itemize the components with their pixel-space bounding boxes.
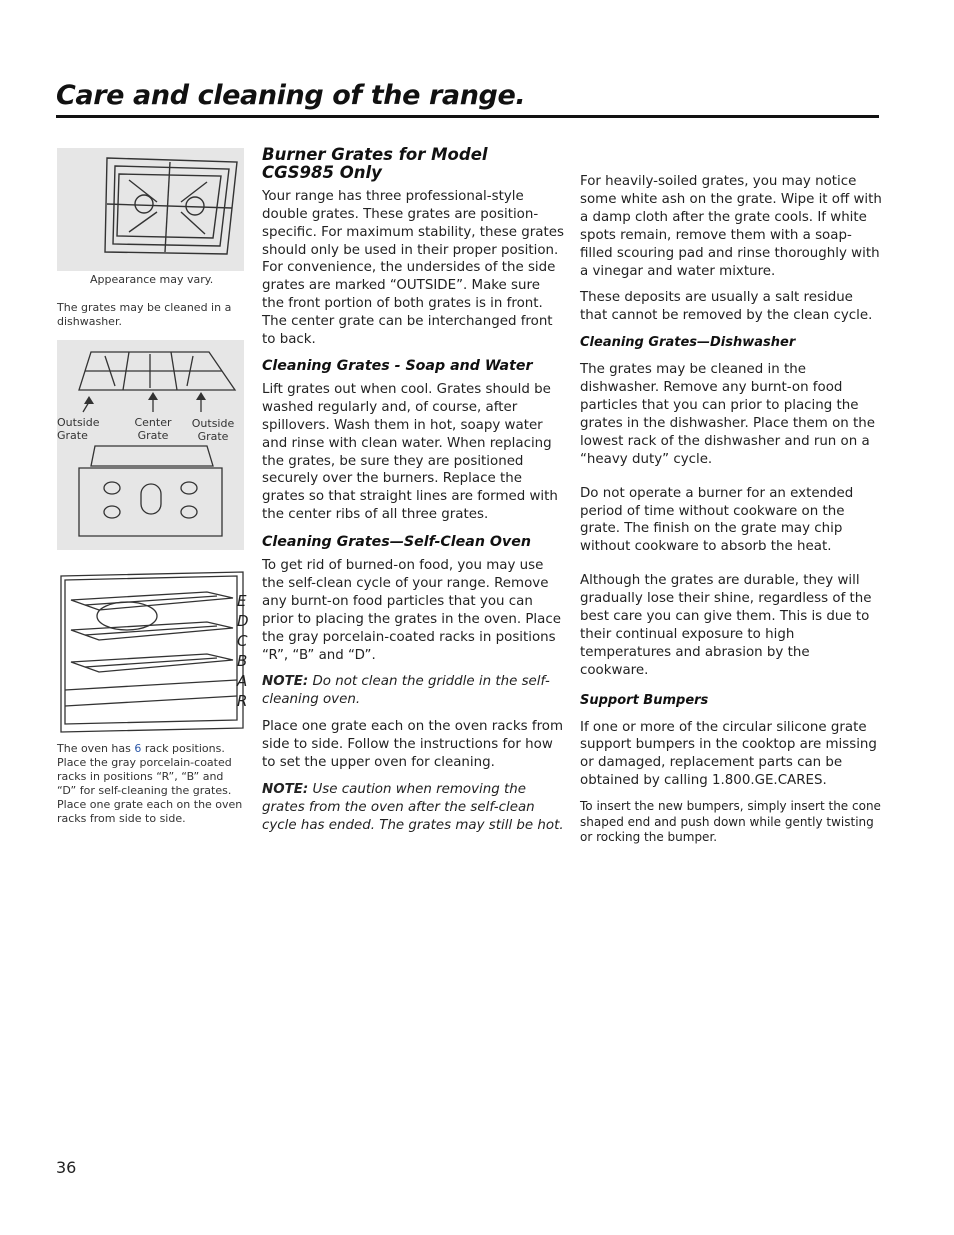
range-grates-illustration [57,340,244,550]
middle-column [262,146,564,844]
durability-paragraph: Although the grates are durable, they will gradually lose their shine, regardless of the best care you can give them. This is due to their continual exposure to high temperatures and abrasion by the cookware. [580,573,872,678]
rack-letter-b: B [237,652,248,670]
note-label: NOTE: [262,674,309,690]
rack-letter-d: D [237,612,249,630]
rack-letter-e: E [237,592,247,610]
support-bumpers-heading: Support Bumpers [580,692,709,708]
range-drawing [57,340,244,550]
oven-drawing [57,570,247,735]
label-outside-grate-right: Outside Grate [191,417,235,443]
grate-drawing [57,148,244,271]
self-clean-heading: Cleaning Grates—Self-Clean Oven [262,534,531,551]
rack-letter-a: A [237,672,248,690]
oven-caption-end: rack positions. Place the gray porcelain-coated racks in positions “R”, “B” and “D” for self-cleaning the grates. Place one grate each on the oven racks from side to side. [57,742,243,825]
rack-positions-link[interactable]: 6 [134,742,142,755]
caution-note [262,781,564,835]
dishwasher-paragraph: The grates may be cleaned in the dishwasher. Remove any burnt-on food particles that you can prior to placing the grates in the dishwasher. Place them on the lowest rack of the dishwasher and run on a “heavy duty” cycle. [580,362,876,467]
label-center-grate: Center Grate [134,416,172,442]
figure-caption: Appearance may vary. [90,273,214,286]
page-number: 36 [56,1158,77,1177]
soap-water-heading: Cleaning Grates - Soap and Water [262,357,533,374]
burner-warning-paragraph: Do not operate a burner for an extended period of time without cookware on the grate. The finish on the grate may chip without cookware to absorb the heat. [580,485,854,555]
burner-grates-heading: Burner Grates for Model CGS985 Only [262,145,488,182]
insert-bumpers-paragraph: To insert the new bumpers, simply insert the cone shaped end and push down while gently twisting or rocking the bumper. [580,799,881,845]
oven-racks-illustration [57,570,247,735]
right-column [580,173,882,855]
griddle-note [262,673,564,709]
title-rule [56,115,879,118]
dishwasher-note: The grates may be cleaned in a dishwasher. [57,301,232,328]
page-title: Care and cleaning of the range. [56,80,526,111]
rack-letter-c: C [237,632,248,650]
oven-caption-start: The oven has [57,742,135,755]
self-clean-paragraph: To get rid of burned-on food, you may use the self-clean cycle of your range. Remove any burnt-on food particles that you can prior to placing the grates in the oven. Place the gray porcelain-coated racks in positions “R”, “B” and “D”. [262,558,561,663]
rack-letter-r: R [237,692,248,710]
intro-paragraph: Your range has three professional-style double grates. These grates are position-specific. For maximum stability, these grates should only be used in their proper position. For convenience, the undersides of the side grates are marked “OUTSIDE”. Make sure the front portion of both grates is in front. The center grate can be interchanged front to back. [262,188,564,348]
place-grate-paragraph: Place one grate each on the oven racks from side to side. Follow the instructions for how to set the upper oven for cleaning. [262,719,564,771]
note-label: NOTE: [262,782,309,797]
dishwasher-heading: Cleaning Grates—Dishwasher [580,335,796,351]
deposits-paragraph: These deposits are usually a salt residue that cannot be removed by the clean cycle. [580,290,873,324]
note-text: Use caution when removing the grates from the oven after the self-clean cycle has ended. The grates may still be hot. [262,782,564,833]
oven-caption [57,742,243,826]
label-outside-grate-left: Outside Grate [57,416,100,442]
grate-illustration [57,148,244,271]
note-text: Do not clean the griddle in the self-cleaning oven. [262,674,550,708]
soap-water-paragraph: Lift grates out when cool. Grates should be washed regularly and, of course, after spillovers. Wash them in hot, soapy water and rinse with clean water. When replacing the grates, be sure they are positioned securely over the burners. Replace the grates so that straight lines are formed with the center ribs of all three grates. [262,381,558,523]
ash-paragraph: For heavily-soiled grates, you may notice some white ash on the grate. Wipe it off with a damp cloth after the grate cools. If white spots remain, remove them with a soap-filled scouring pad and rinse thoroughly with a vinegar and water mixture. [580,174,882,279]
bumpers-paragraph: If one or more of the circular silicone grate support bumpers in the cooktop are missing or damaged, replacement parts can be obtained by calling 1.800.GE.CARES. [580,719,877,789]
